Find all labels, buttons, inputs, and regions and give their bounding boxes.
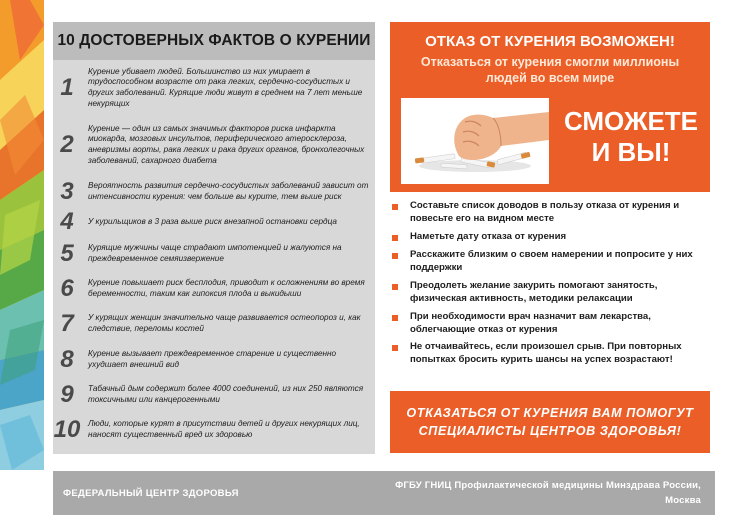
facts-list: [53, 60, 375, 454]
list-item: [390, 200, 715, 226]
quit-possible-subheading: Отказаться от курения смогли миллионы людей во всем мире: [420, 55, 680, 86]
colorful-pattern-graphic: [0, 0, 44, 470]
health-centers-help-banner: [390, 391, 710, 453]
you-can-too-line1: СМОЖЕТЕ: [563, 106, 699, 136]
facts-panel: [53, 22, 375, 454]
tip-text: Составьте список доводов в пользу отказа от курения и повесьте его на видном месте: [410, 200, 680, 224]
fist-icon: [401, 98, 549, 184]
fact-text: Курение убивает людей. Большинство из них умирает в трудоспособном возрасте от рака легких, сердечно-сосудистых и других заболеваний. Курящие люди живут в среднем на 7 лет меньше некурящих: [88, 66, 363, 108]
fact-number: 7: [60, 310, 74, 337]
tip-text: Преодолеть желание закурить помогают занятость, физическая активность, методики релаксации: [410, 279, 658, 304]
fact-number: 8: [60, 346, 74, 373]
fact-item: [53, 381, 375, 409]
help-line-1: ОТКАЗАТЬСЯ ОТ КУРЕНИЯ ВАМ ПОМОГУТ: [406, 405, 694, 420]
fist-crushing-cigarettes-image: [401, 98, 549, 184]
you-can-too-callout: [558, 106, 704, 168]
footer-institution-line2: Москва: [665, 494, 701, 506]
bullet-icon: [392, 235, 398, 241]
fact-text: Курение вызывает преждевременное старение и существенно ухудшает внешний вид: [88, 349, 337, 369]
help-line-2: СПЕЦИАЛИСТЫ ЦЕНТРОВ ЗДОРОВЬЯ!: [418, 424, 682, 438]
list-item: [390, 249, 715, 275]
fact-number: 4: [60, 208, 74, 235]
bullet-icon: [392, 345, 398, 351]
fact-item: [53, 178, 375, 206]
list-item: [390, 280, 715, 306]
fact-text: У курильщиков в 3 раза выше риск внезапной остановки сердца: [88, 216, 337, 226]
quit-tips-list: [390, 200, 715, 372]
bullet-icon: [392, 315, 398, 321]
fact-item: [53, 240, 375, 268]
bullet-icon: [392, 253, 398, 259]
fact-item: [53, 416, 375, 444]
footer-institution-line1: ФГБУ ГНИЦ Профилактической медицины Минздрава России,: [395, 480, 701, 491]
quit-possible-panel: [390, 22, 710, 192]
fact-text: Люди, которые курят в присутствии детей и других некурящих лиц, наносят существенный вред их здоровью: [88, 419, 360, 439]
footer-institution: [341, 479, 701, 508]
fact-item: [53, 208, 375, 235]
fact-number: 6: [60, 275, 74, 302]
fact-item: [53, 346, 375, 374]
fact-number: 9: [60, 381, 74, 408]
fact-number: 3: [60, 178, 74, 205]
fact-item: [53, 310, 375, 338]
tip-text: Расскажите близким о своем намерении и попросите у них поддержки: [410, 248, 693, 273]
fact-item: [53, 120, 375, 170]
side-decoration: [0, 0, 44, 470]
fact-text: Табачный дым содержит более 4000 соединений, из них 250 являются токсичными или канцерогенными: [88, 384, 364, 404]
fact-number: 5: [60, 240, 74, 267]
fact-text: У курящих женщин значительно чаще развивается остеопороз и, как следствие, переломы костей: [88, 313, 361, 333]
quit-possible-heading: ОТКАЗ ОТ КУРЕНИЯ ВОЗМОЖЕН!: [425, 33, 675, 50]
footer-organization: ФЕДЕРАЛЬНЫЙ ЦЕНТР ЗДОРОВЬЯ: [63, 488, 239, 499]
list-item: [390, 341, 715, 367]
fact-text: Курение — один из самых значимых факторов риска инфаркта миокарда, мозговых инсультов, периферического атеросклероза, аневризмы аорты, рака легких и рака других органов, бронхолегочных заболеваний, сахарного диабета: [88, 123, 365, 165]
tip-text: Не отчаивайтесь, если произошел срыв. При повторных попытках бросить курить шансы на успех возрастают!: [410, 341, 682, 366]
you-can-too-line2: И ВЫ!: [591, 137, 671, 168]
list-item: [390, 311, 715, 337]
fact-text: Курение повышает риск бесплодия, приводит к осложнениям во время беременности, таким как гипоксия плода и выкидыши: [88, 278, 365, 298]
tip-text: Наметьте дату отказа от курения: [410, 230, 567, 242]
fact-text: Вероятность развития сердечно-сосудистых заболеваний зависит от интенсивности курения: чем больше вы курите, тем выше риск: [88, 181, 369, 201]
facts-title: 10 ДОСТОВЕРНЫХ ФАКТОВ О КУРЕНИИ: [53, 22, 375, 60]
fact-number: 2: [60, 131, 74, 158]
fact-item: [53, 64, 375, 112]
footer-bar: [53, 471, 715, 515]
fact-number: 10: [53, 416, 81, 443]
fact-item: [53, 275, 375, 303]
list-item: [390, 231, 715, 244]
bullet-icon: [392, 204, 398, 210]
bullet-icon: [392, 284, 398, 290]
fact-text: Курящие мужчины чаще страдают импотенцией и жалуются на преждевременное семяизвержение: [88, 243, 342, 263]
tip-text: При необходимости врач назначит вам лекарства, облегчающие отказ от курения: [410, 310, 651, 335]
fact-number: 1: [60, 74, 74, 101]
